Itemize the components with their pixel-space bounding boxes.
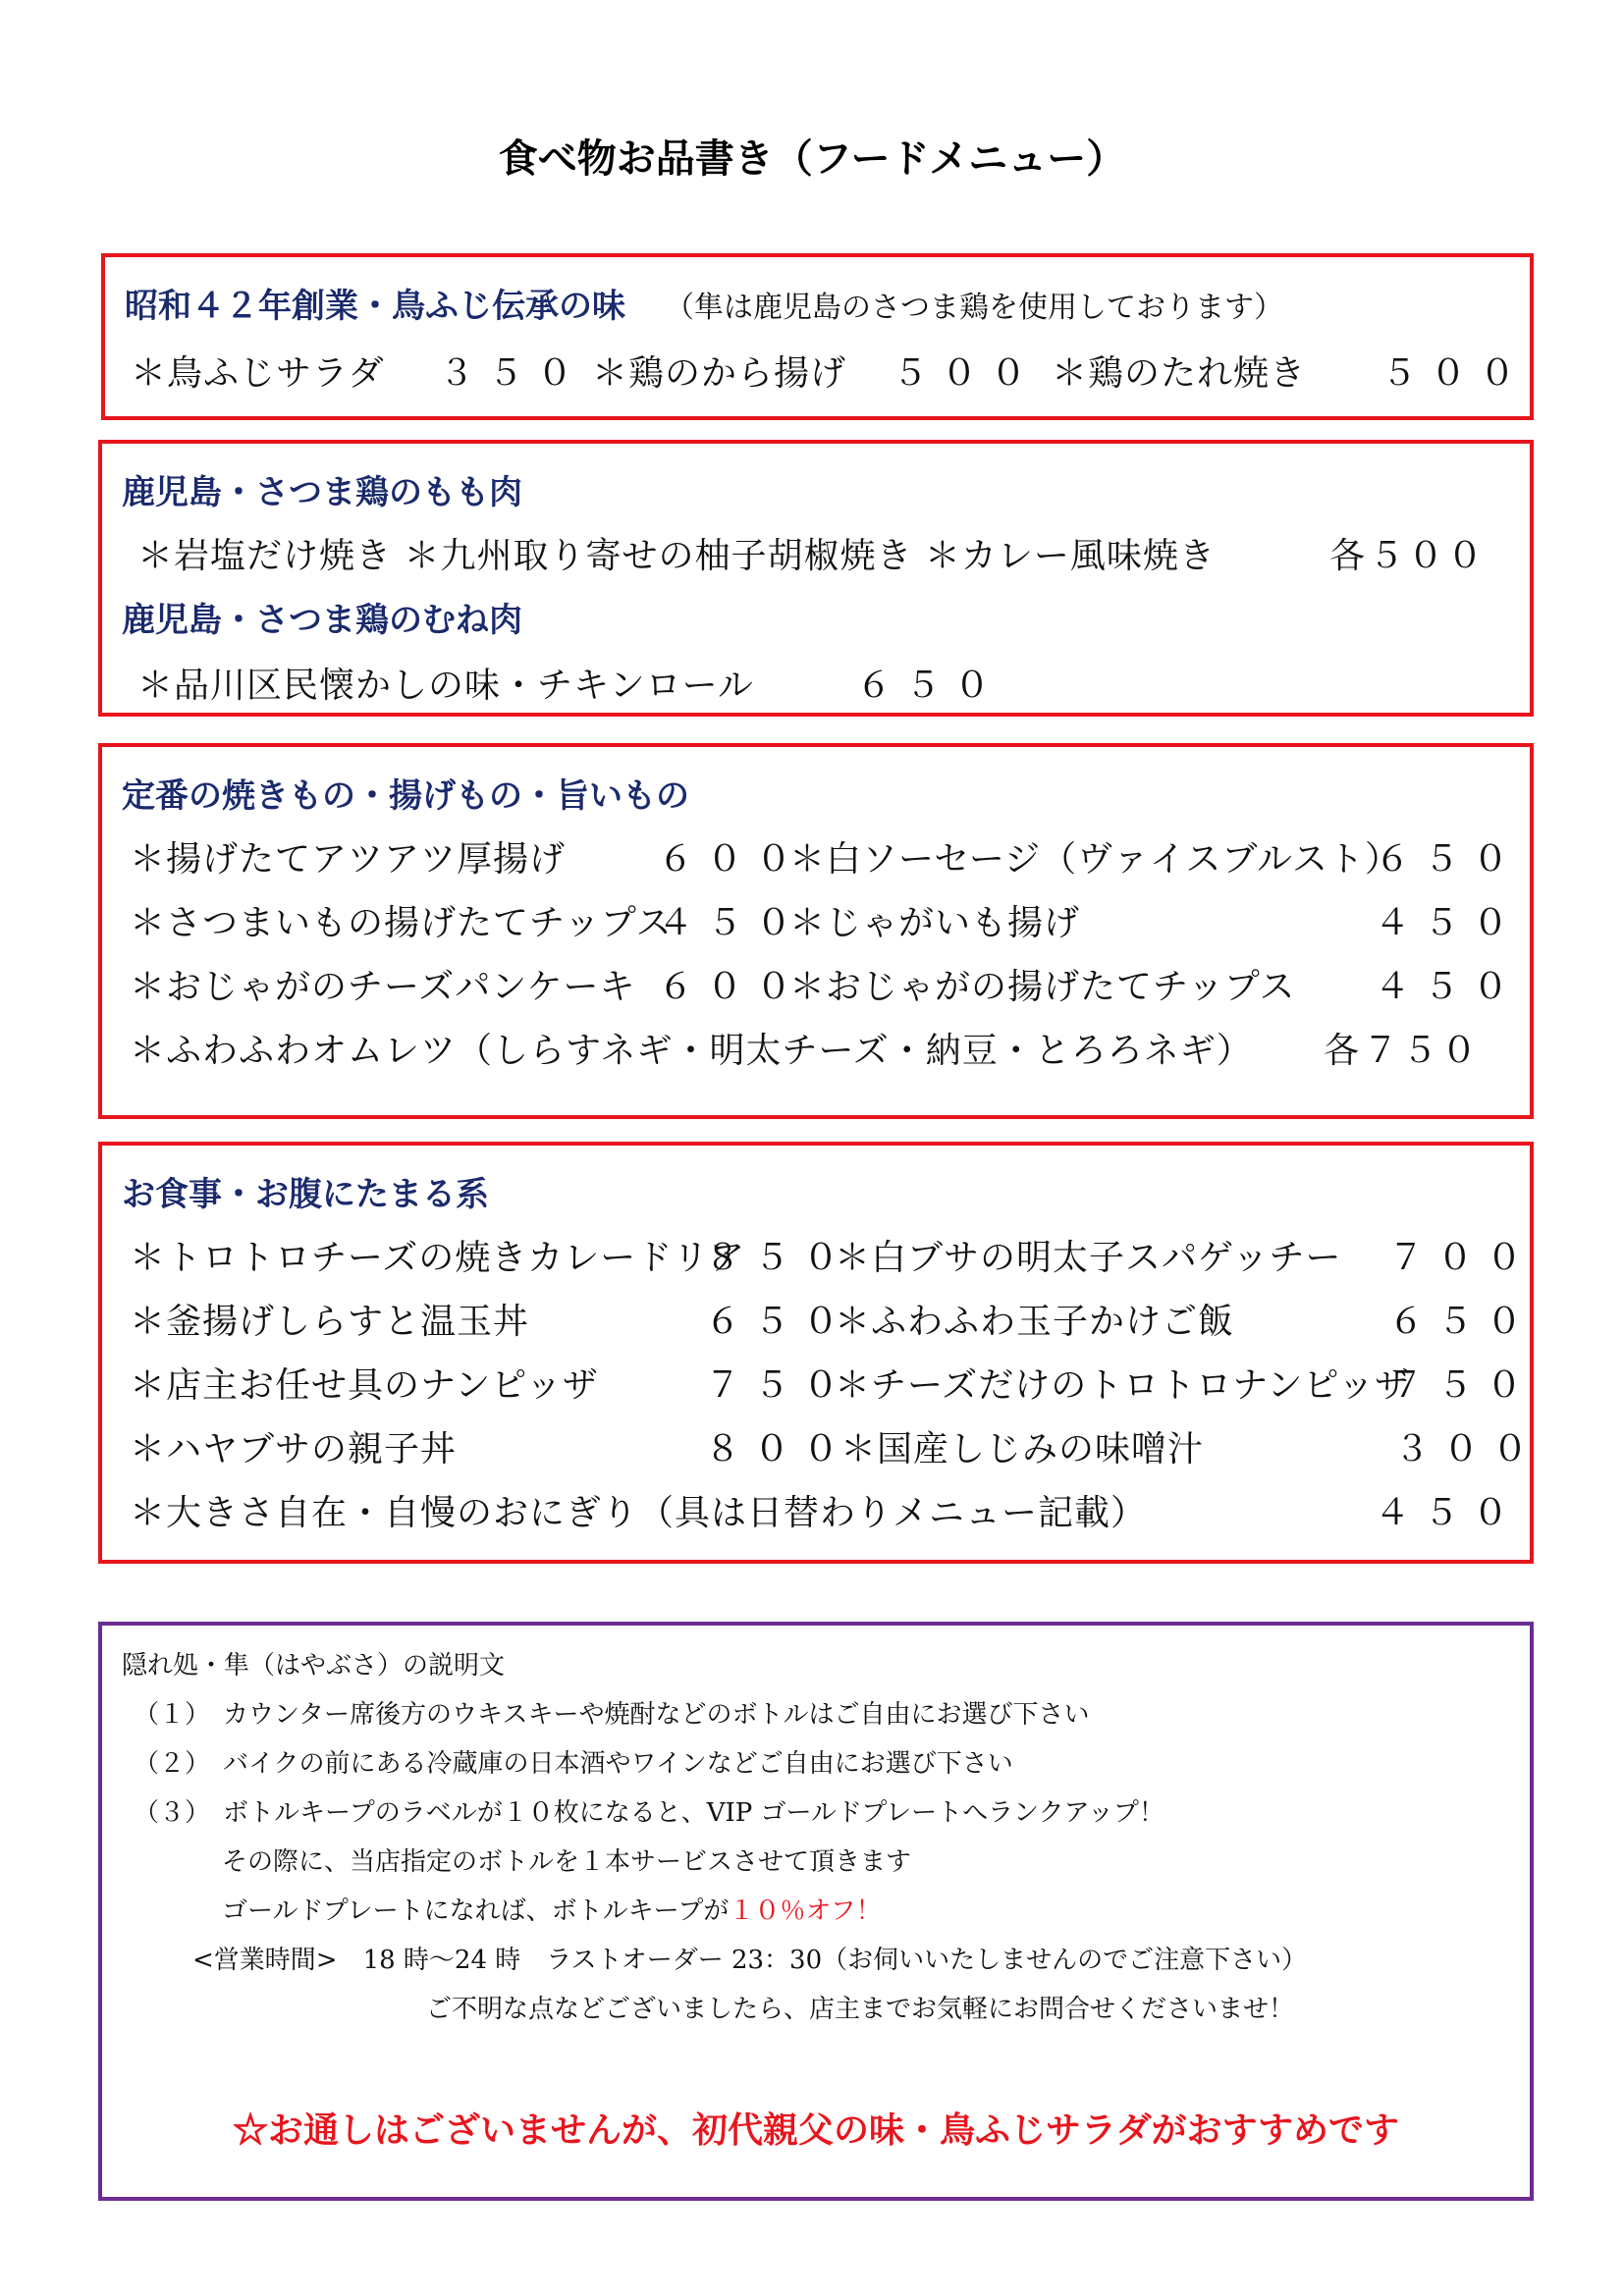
section-heading: お食事・お腹にたまる系 <box>122 1175 489 1214</box>
menu-item-name: ＊大きさ自在・自慢のおにぎり（具は日替わりメニュー記載） <box>130 1493 1148 1533</box>
menu-item-name: ＊さつまいもの揚げたてチップス <box>130 903 673 943</box>
explanation-title: 隠れ処・隼（はやぶさ）の説明文 <box>122 1651 506 1681</box>
menu-item-name: ＊鶏のたれ焼き <box>1052 353 1307 394</box>
menu-line: ＊岩塩だけ焼き ＊九州取り寄せの柚子胡椒焼き ＊カレー風味焼き <box>137 536 1216 576</box>
discount-highlight: １０％オフ！ <box>729 1896 882 1926</box>
menu-item-price: ７００ <box>1388 1238 1537 1278</box>
menu-item-price: ３５０ <box>439 353 587 394</box>
section-heading: 鹿児島・さつま鶏のむね肉 <box>122 601 522 640</box>
section-heading: 定番の焼きもの・揚げもの・旨いもの <box>122 776 689 816</box>
section-note: （隼は鹿児島のさつま鶏を使用しております） <box>665 291 1283 325</box>
section-founding-taste <box>101 253 1534 420</box>
section-meals <box>98 1142 1543 1564</box>
menu-item-price: ４５０ <box>1375 1493 1523 1533</box>
menu-item-name: ＊チーズだけのトロトロナンピッザ <box>835 1365 1411 1406</box>
menu-item-name: ＊おじゃがの揚げたてチップス <box>789 967 1296 1007</box>
menu-item-price: ６００ <box>658 967 806 1007</box>
menu-item-price: ３００ <box>1394 1429 1543 1469</box>
section-heading: 鹿児島・さつま鶏のもも肉 <box>122 473 522 512</box>
menu-item-price: 各５００ <box>1329 536 1488 576</box>
menu-item-price: ６５０ <box>705 1302 853 1342</box>
explanation-line: （２） バイクの前にある冷蔵庫の日本酒やワインなどご自由にお選び下さい <box>134 1749 1013 1779</box>
section-standard-dishes <box>98 743 1534 1119</box>
explanation-line: （１） カウンター席後方のウキスキーや焼酎などのボトルはご自由にお選び下さい <box>134 1700 1090 1730</box>
menu-item-price: ８００ <box>705 1429 853 1469</box>
explanation-text: ゴールドプレートになれば、ボトルキープが <box>222 1896 730 1926</box>
explanation-line: （３） ボトルキープのラベルが１０枚になると、VIP ゴールドプレートへランクアップ！ <box>134 1798 1164 1828</box>
page-title: 食べ物お品書き（フードメニュー） <box>498 135 1126 182</box>
menu-item-price: ４５０ <box>1375 903 1523 943</box>
section-satsuma-chicken <box>98 440 1534 717</box>
menu-item-price: ８５０ <box>705 1238 853 1278</box>
business-hours: <営業時間> 18 時～24 時 ラストオーダー 23：30（お伺いいたしませんのでご注意下さい） <box>192 1946 1308 1975</box>
menu-item-name: ＊白ブサの明太子スパゲッチー <box>835 1238 1342 1278</box>
menu-item-price: ６５０ <box>1388 1302 1537 1342</box>
menu-item-name: ＊国産しじみの味噌汁 <box>840 1429 1205 1469</box>
menu-item-price: ６５０ <box>1375 839 1523 880</box>
menu-item-price: ５００ <box>1381 353 1530 394</box>
menu-item-name: ＊おじゃがのチーズパンケーキ <box>130 967 636 1007</box>
menu-item-name: ＊トロトロチーズの焼きカレードリア <box>130 1238 746 1278</box>
explanation-line: その際に、当店指定のボトルを１本サービスさせて頂きます <box>222 1847 912 1877</box>
menu-item-name: ＊ハヤブサの親子丼 <box>130 1429 458 1469</box>
explanation-line <box>222 1891 882 1927</box>
menu-item-name: ＊鶏のから揚げ <box>592 353 847 394</box>
menu-item-price: 各７５０ <box>1324 1031 1482 1071</box>
menu-item-name: ＊店主お任せ具のナンピッザ <box>130 1365 599 1406</box>
recommendation: ☆お通しはございませんが、初代親父の味・鳥ふじサラダがおすすめです <box>232 2109 1399 2151</box>
menu-item-price: ６００ <box>658 839 806 880</box>
menu-item-price: ５００ <box>893 353 1041 394</box>
explanation-box <box>98 1622 1534 2201</box>
menu-item-name: ＊ふわふわオムレツ（しらすネギ・明太チーズ・納豆・とろろネギ） <box>130 1031 1253 1071</box>
menu-item-name: ＊釜揚げしらすと温玉丼 <box>130 1302 530 1342</box>
menu-item-price: ４５０ <box>1375 967 1523 1007</box>
section-heading-text: 昭和４２年創業・鳥ふじ伝承の味 <box>125 287 625 326</box>
menu-line: ＊品川区民懐かしの味・チキンロール <box>137 666 754 706</box>
menu-item-name: ＊揚げたてアツアツ厚揚げ <box>130 839 567 880</box>
menu-item-price: ４５０ <box>658 903 806 943</box>
menu-item-price: ６５０ <box>856 666 1004 706</box>
menu-item-name: ＊鳥ふじサラダ <box>131 353 385 394</box>
menu-item-price: ７５０ <box>705 1365 853 1406</box>
contact-note: ご不明な点などございましたら、店主までお気軽にお問合せくださいませ！ <box>426 1995 1295 2024</box>
menu-item-name: ＊じゃがいも揚げ <box>789 903 1081 943</box>
menu-item-name: ＊ふわふわ玉子かけご飯 <box>835 1302 1235 1342</box>
menu-item-price: ７５０ <box>1388 1365 1537 1406</box>
section-heading <box>125 279 1283 327</box>
menu-item-name: ＊白ソーセージ（ヴァイスブルスト） <box>789 839 1401 880</box>
